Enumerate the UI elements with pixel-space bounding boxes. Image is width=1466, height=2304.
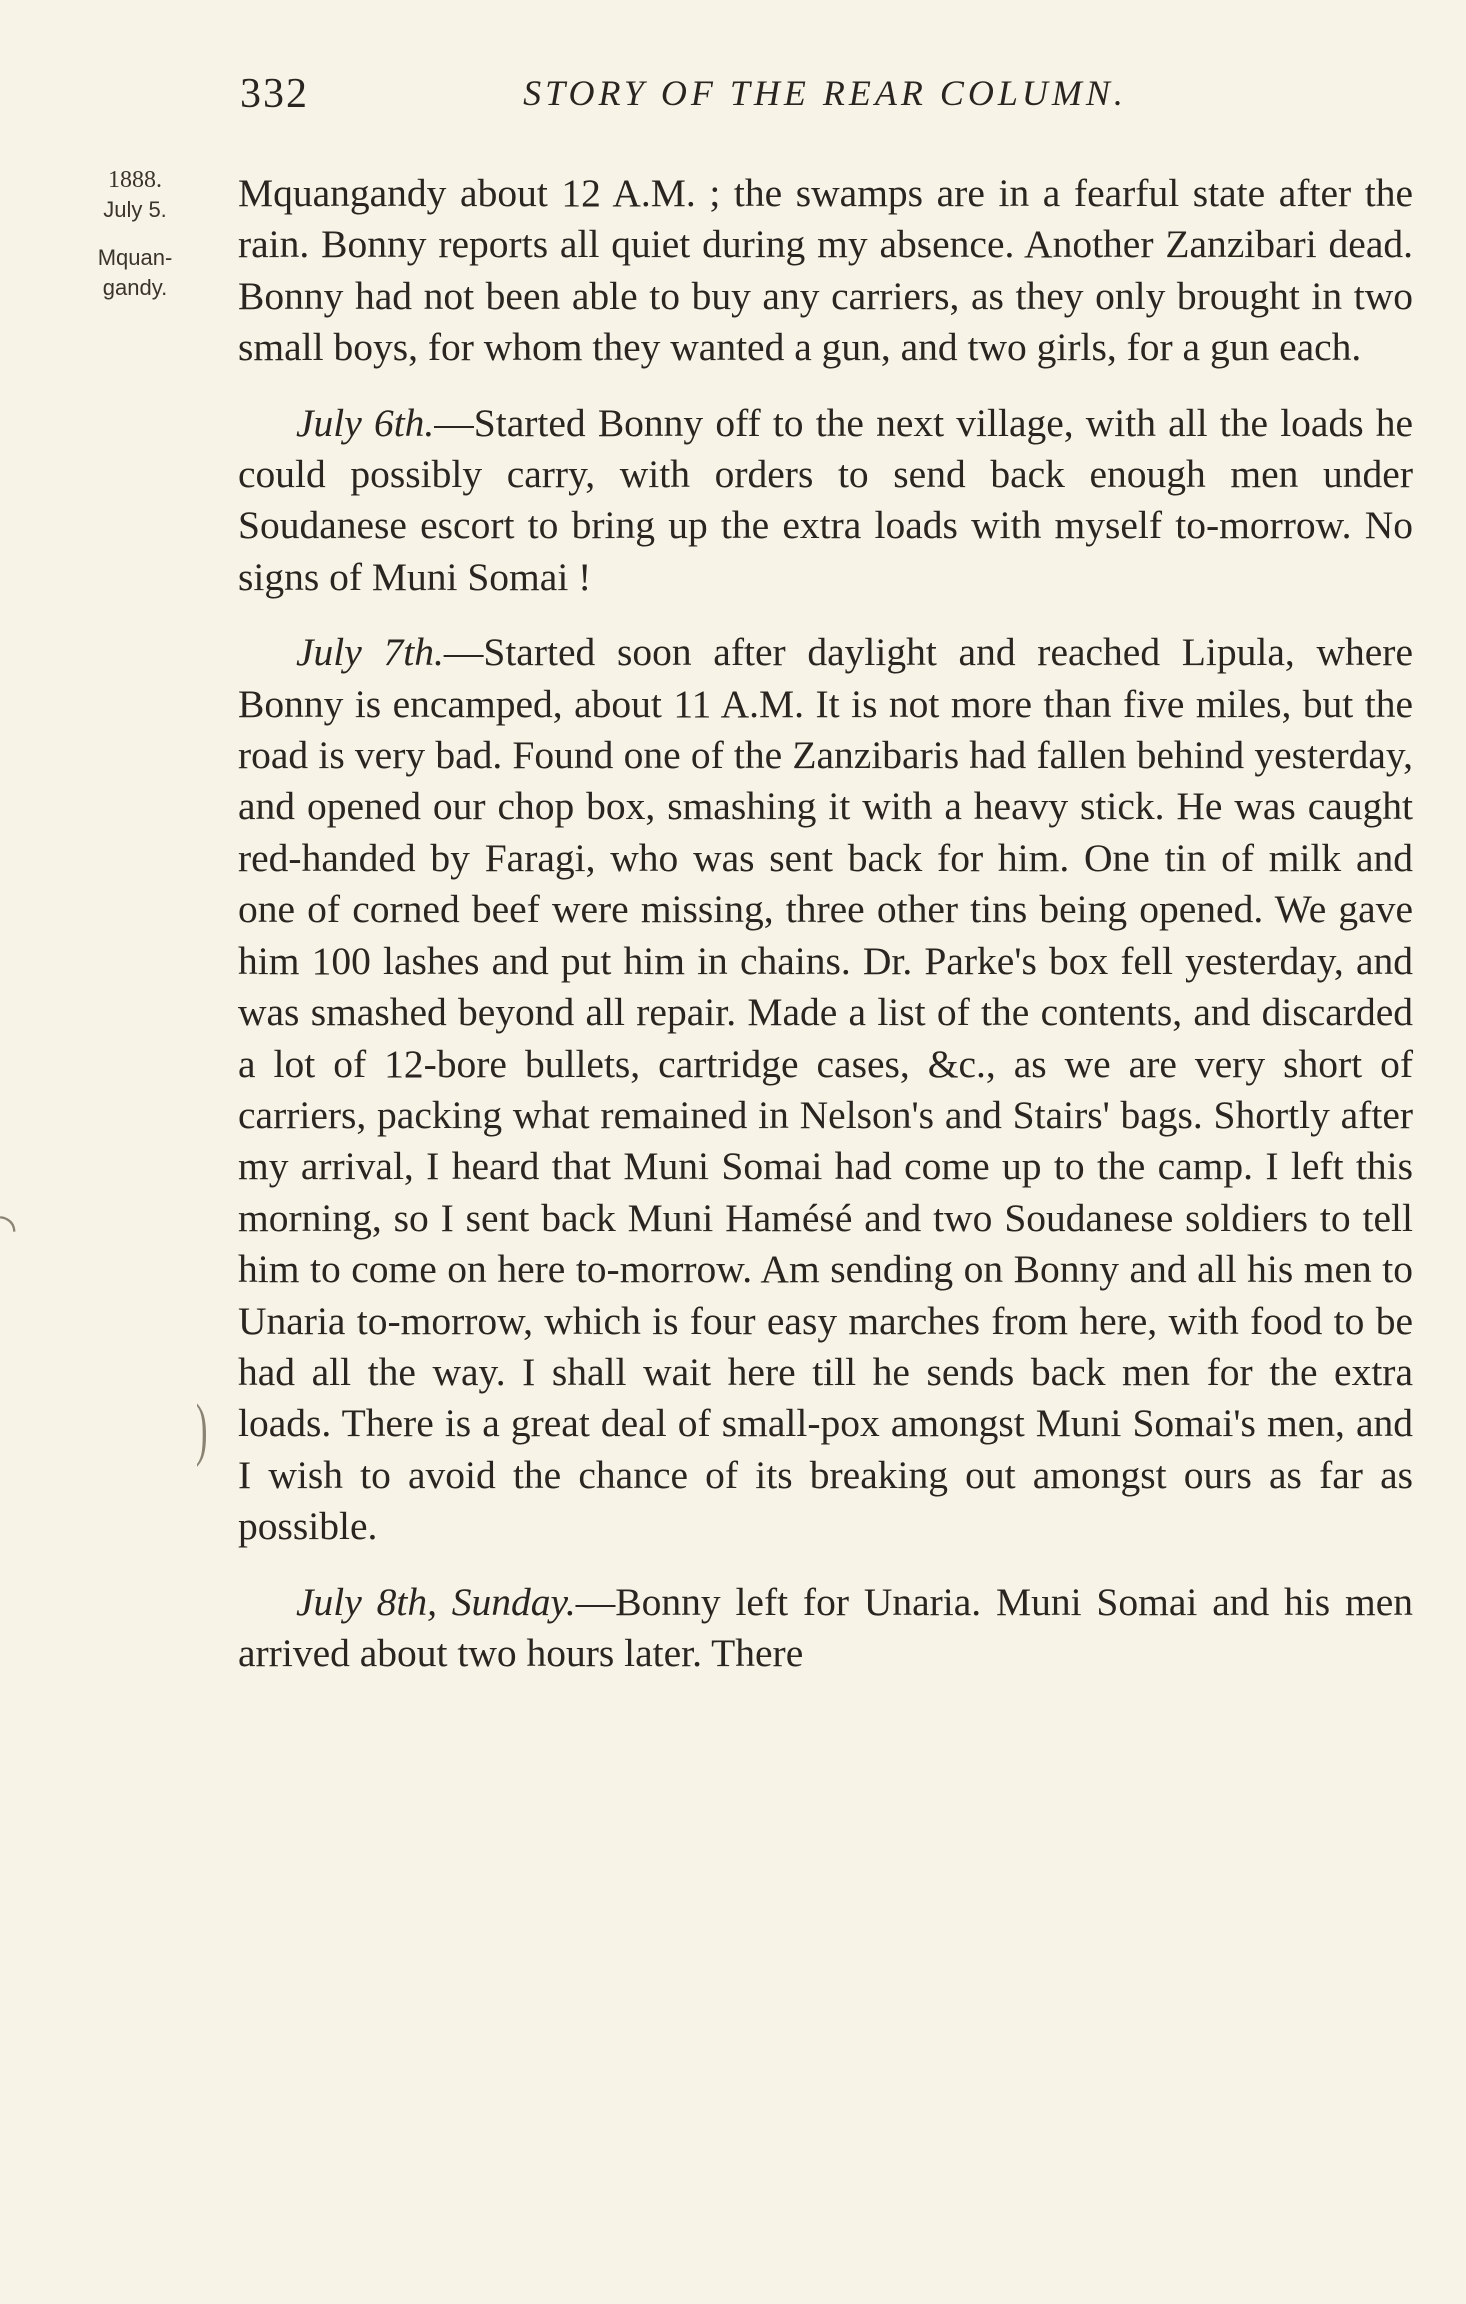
edge-mark: ) [195,1391,208,1468]
paragraph-text: —Started Bonny off to the next village, with all the loads he could possibly carry, with orders to send back enough men under Soudanese escort to bring up the extra loads with myself to-morrow. No signs of Muni Somai ! [238,400,1414,599]
entry-date: July 7th. [296,630,444,675]
paragraph [238,168,1413,374]
page-number: 332 [240,71,309,117]
paragraph-text: —Started soon after daylight and reached Lipula, where Bonny is encamped, about 11 A.M. It is not more than five miles, but the road is very bad. Found one of the Zanzibaris had fallen behind yesterday, and opened our chop box, smashing it with a heavy stick. He was caught red-handed by Faragi, who was sent back for him. One tin of milk and one of corned beef were missing, three other tins being opened. We gave him 100 lashes and put him in chains. Dr. Parke's box fell yesterday, and was smashed beyond all repair. Made a list of the contents, and discarded a lot of 12-bore bullets, cartridge cases, &c., as we are very short of carriers, packing what remained in Nelson's and Stairs' bags. Shortly after my arrival, I heard that Muni Somai had come up to the camp. I left this morning, so I sent back Muni Hamésé and two Soudanese soldiers to tell him to come on here to-morrow. Am sending on Bonny and all his men to Unaria to-morrow, which is four easy marches from here, with food to be had all the way. I shall wait here till he sends back men for the extra loads. There is a great deal of small-pox amongst Muni Somai's men, and I wish to avoid the chance of its breaking out amongst ours as far as possible. [238,630,1413,1549]
margin-note [70,165,200,303]
paragraph-text: Mquangandy about 12 A.M. ; the swamps are in a fearful state after the rain. Bonny reports all quiet during my absence. Another Zanzibari dead. Bonny had not been able to buy any carriers, as they only brought in two small boys, for whom they wanted a gun, and two girls, for a gun each. [238,171,1413,370]
margin-place-line1: Mquan- [97,245,173,270]
page-header [240,70,1410,130]
running-title: STORY OF THE REAR COLUMN. [523,73,1127,113]
paragraph-text: —Bonny left for Unaria. Muni Somai and his men arrived about two hours later. There [238,1579,1413,1675]
margin-date: July 5. [103,197,167,222]
margin-place-line2: gandy. [102,275,168,300]
edge-mark: ◝ [0,1206,16,1251]
entry-date: July 6th. [296,400,435,445]
paragraph [238,398,1413,604]
paragraph [238,627,1413,1552]
body-text [238,168,1413,1703]
entry-date: July 8th, Sunday. [296,1579,576,1624]
paragraph [238,1577,1413,1680]
margin-year: 1888. [108,167,162,193]
